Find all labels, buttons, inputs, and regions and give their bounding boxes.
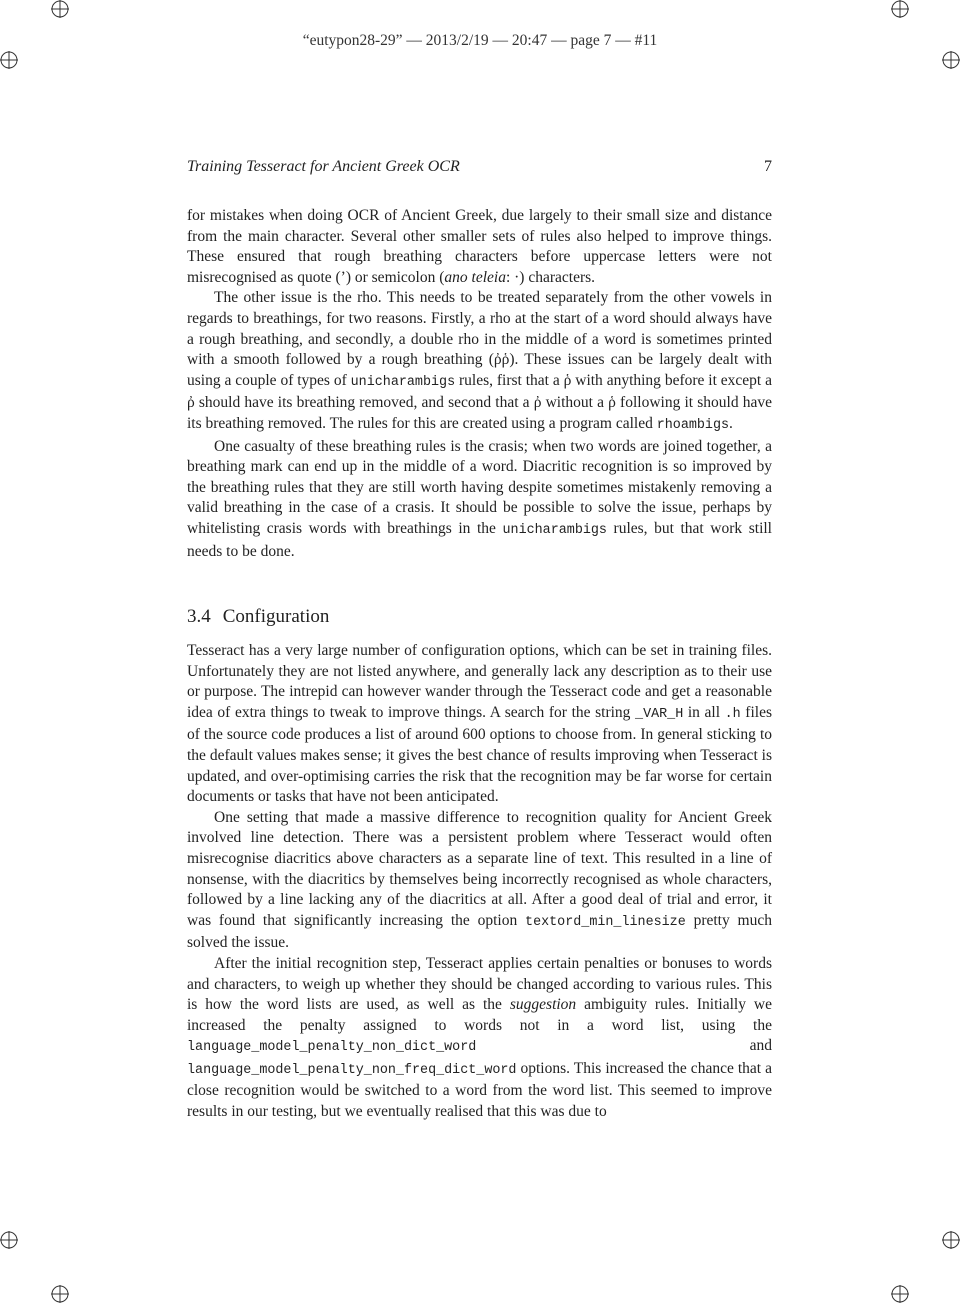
crop-mark-top-right-icon [883,0,913,30]
code-term: language_model_penalty_non_freq_dict_word [187,1062,517,1078]
code-term: .h [724,706,741,722]
code-term: language_model_penalty_non_dict_word [187,1040,477,1056]
paragraph: One casualty of these breathing rules is the crasis; when two words are joined together, a breathing mark can end up in the middle of a word. Diacritic recognition is so improved by the breathing rules that they are still worth having despite sometimes mistakenly removing a valid breathing in the case of a crasis. It should be possible to solve the issue, perhaps by whitelisting crasis words with breathings in the unicharambigs rules, but that work still needs to be done. [187,437,772,560]
code-term: textord_min_linesize [525,914,686,930]
paragraph: for mistakes when doing OCR of Ancient Greek, due largely to their small size and distance from the main character. Several other smaller sets of rules also helped to improve things. These ensured that rough breathing characters before uppercase letters were not misrecognised as quote (’) or semicolon (ano teleia: ·) characters. [187,207,772,286]
code-term: unicharambigs [502,522,607,538]
paragraph: After the initial recognition step, Tesseract applies certain penalties or bonuses to words and characters, to weigh up whether they should be changed according to various rules. This is how the word lists are used, as well as the suggestion ambiguity rules. Initially we increased the penalty assigned to words not in a word list, using the language_model_penalty_non_dict_word and language_model_penalty_non_freq_dict_word options. This increased the chance that a close recognition would be switched to a word from the word list. This seemed to improve results in our testing, but we eventually realised that this was due to [187,954,772,1121]
print-slug: “eutypon28-29” — 2013/2/19 — 20:47 — page 7 — #11 [302,32,658,49]
section-title: Configuration [222,606,330,627]
crop-mark-right-bottom-icon [930,1225,960,1255]
section-heading [187,606,329,628]
body-text-block-2 [187,641,772,1123]
code-term: unicharambigs [350,374,456,390]
crop-mark-bottom-left-icon [47,1273,77,1303]
running-title: Training Tesseract for Ancient Greek OCR [187,158,460,175]
paragraph: The other issue is the rho. This needs to be treated separately from the other vowels in regards to breathings, for two reasons. Firstly, a rho at the start of a word should always have a rough breathing, and secondly, a double rho in the middle of a word is sometimes printed with a smooth followed by a rough breathing (ῤῥ). These issues can be largely dealt with using a couple of types of unicharambigs rules, first that a ῥ with anything before it except a ῤ should have its breathing removed, and second that a ῤ without a ῥ following it should have its breathing removed. The rules for this are created using a program called rhoambigs. [187,289,772,433]
page-number: 7 [764,158,772,175]
crop-mark-left-top-icon [0,47,30,77]
paragraph: One setting that made a massive difference to recognition quality for Ancient Greek involved line detection. There was a persistent problem where Tesseract would often misrecognise diacritics above characters as a separate line of text. This resulted in a line of nonsense, with the diacritics by themselves being incorrectly recognised as whole characters, followed by a line lacking any of the diacritics at all. After a good deal of trial and error, it was found that significantly increasing the option textord_min_linesize pretty much solved the issue. [187,808,772,952]
crop-mark-bottom-right-icon [883,1273,913,1303]
crop-mark-top-left-icon [47,0,77,30]
crop-mark-right-top-icon [930,47,960,77]
code-term: rhoambigs [656,417,730,433]
running-head [187,158,772,180]
body-text-block-1 [187,206,772,562]
crop-mark-left-bottom-icon [0,1225,30,1255]
section-number: 3.4 [187,606,211,627]
code-term: _VAR_H [635,706,684,722]
paragraph: Tesseract has a very large number of configuration options, which can be set in training files. Unfortunately they are not listed anywhere, and generally lack any description as to their use or purpose. The intrepid can however wander through the Tesseract code and get a reasonable idea of extra things to tweak to improve things. A search for the string _VAR_H in all .h files of the source code produces a list of around 600 options to choose from. In general sticking to the default values makes sense; it gives the best chance of results improving when Tesseract is updated, and over-optimising carries the risk that the recognition may be far worse for certain documents or tasks that have not been anticipated. [187,642,772,806]
